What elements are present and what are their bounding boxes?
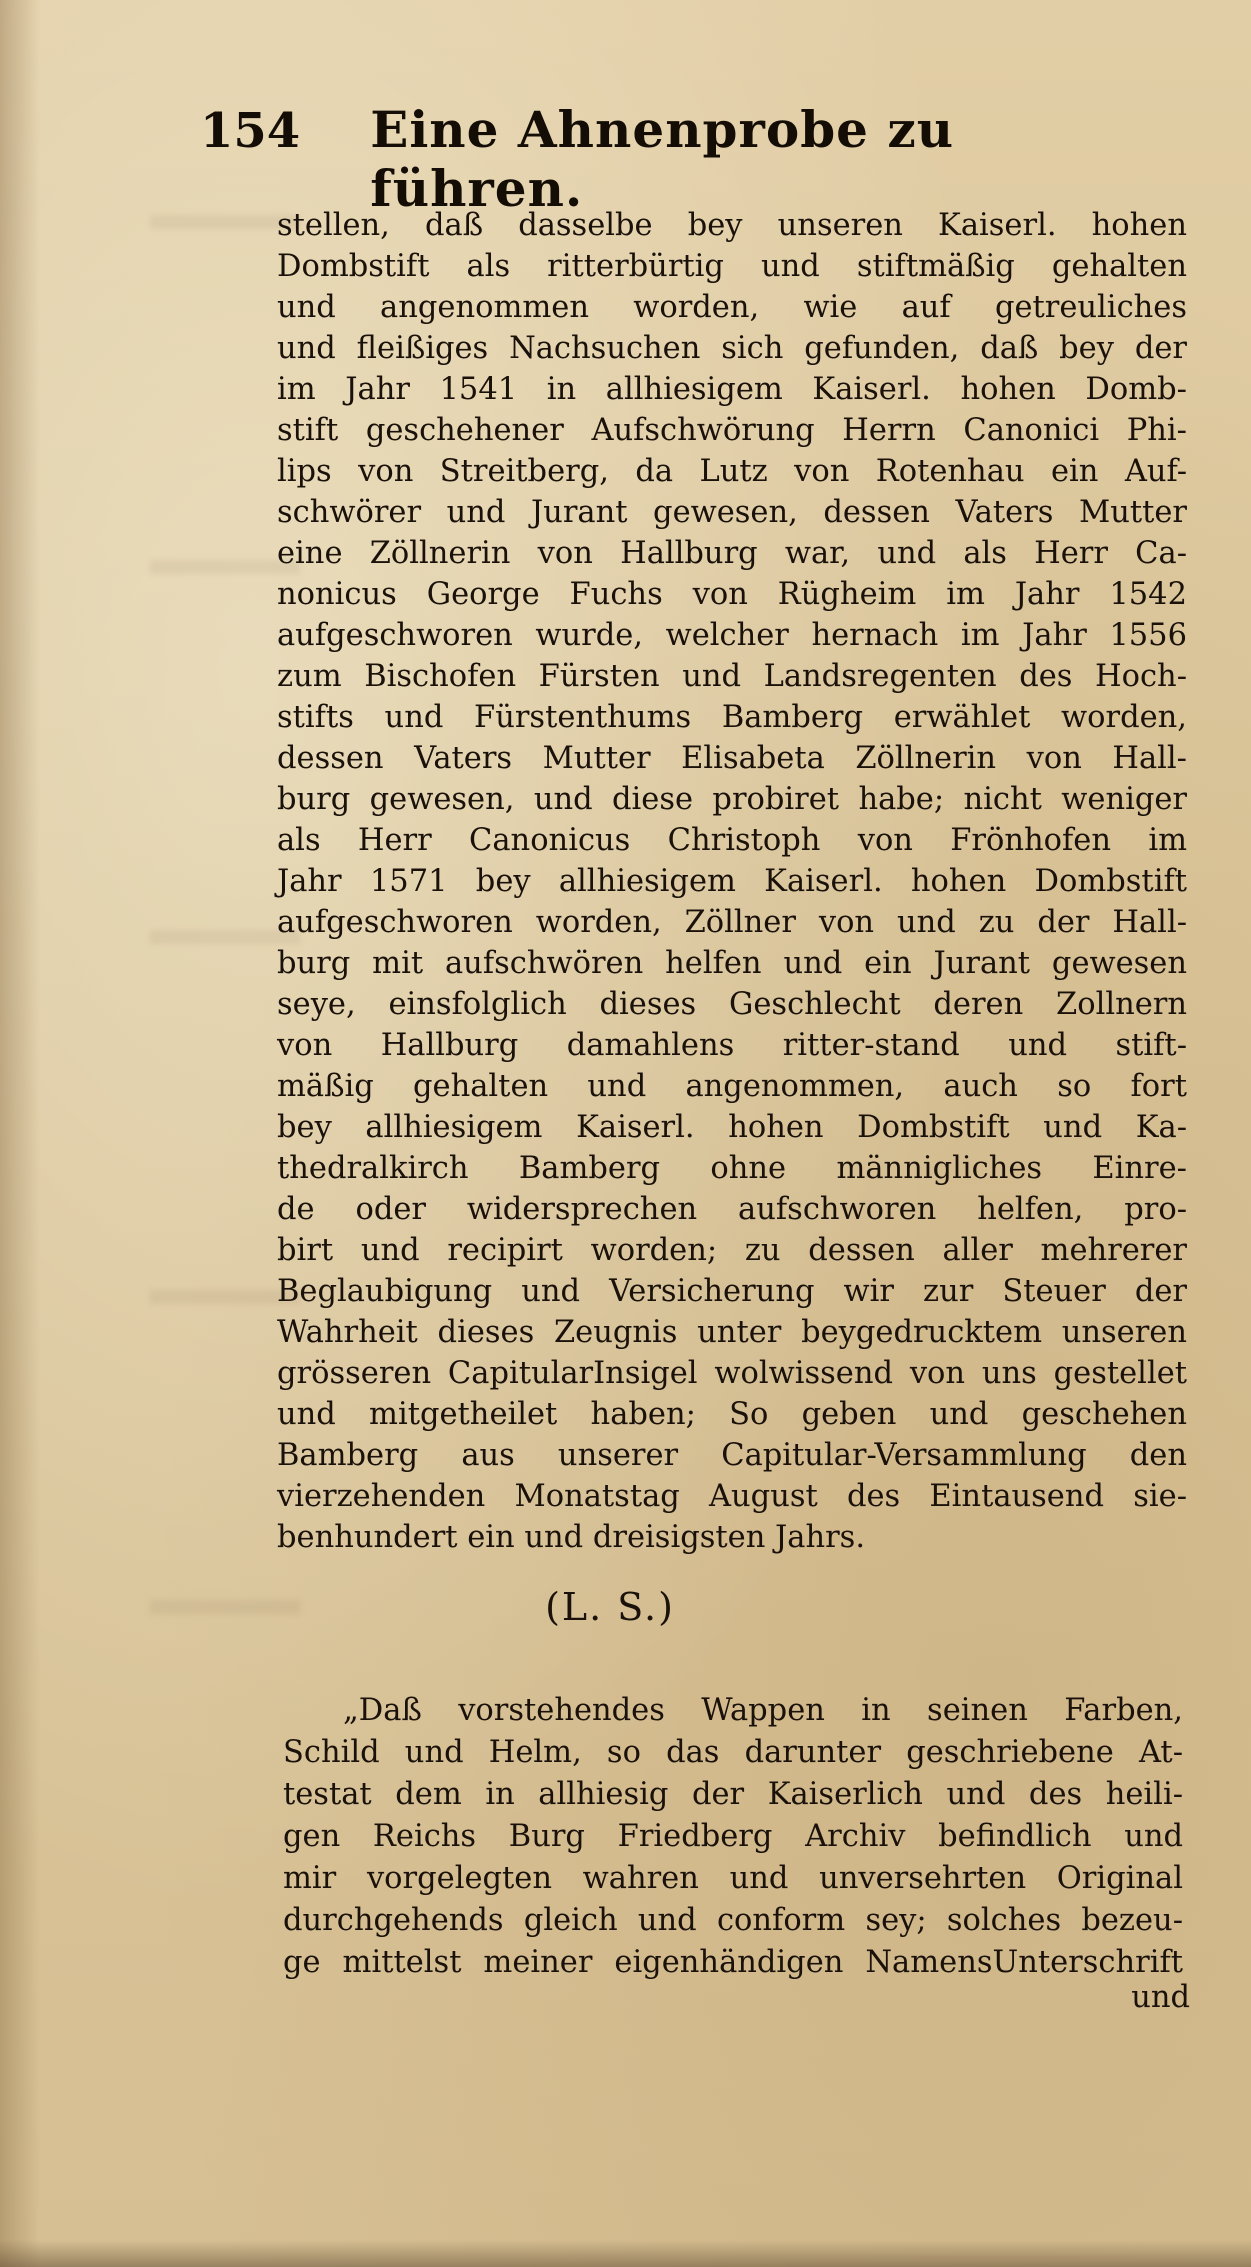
text-line: Bamberg aus unserer Capitular-Versammlung den bbox=[277, 1438, 1187, 1473]
text-line: Wahrheit dieses Zeugnis unter beygedrucktem unseren bbox=[277, 1315, 1187, 1350]
text-line: seye, einsfolglich dieses Geschlecht deren Zollnern bbox=[277, 987, 1187, 1022]
main-text-block bbox=[277, 205, 1187, 1558]
text-line: durchgehends gleich und conform sey; solches bezeu- bbox=[283, 1903, 1183, 1938]
text-line: aufgeschworen wurde, welcher hernach im Jahr 1556 bbox=[277, 618, 1187, 653]
text-line: stifts und Fürstenthums Bamberg erwählet worden, bbox=[277, 700, 1187, 735]
text-line: aufgeschworen worden, Zöllner von und zu der Hall- bbox=[277, 905, 1187, 940]
text-line: grösseren CapitularInsigel wolwissend von uns gestellet bbox=[277, 1356, 1187, 1391]
page-header bbox=[200, 100, 1000, 218]
text-line: und fleißiges Nachsuchen sich gefunden, daß bey der bbox=[277, 331, 1187, 366]
text-line: im Jahr 1541 in allhiesigem Kaiserl. hohen Domb- bbox=[277, 372, 1187, 407]
text-line: lips von Streitberg, da Lutz von Rotenhau ein Auf- bbox=[277, 454, 1187, 489]
text-line: Schild und Helm, so das darunter geschriebene At- bbox=[283, 1735, 1183, 1770]
text-line: stift geschehener Aufschwörung Herrn Canonici Phi- bbox=[277, 413, 1187, 448]
text-line: und mitgetheilet haben; So geben und geschehen bbox=[277, 1397, 1187, 1432]
text-line: Jahr 1571 bey allhiesigem Kaiserl. hohen Dombstift bbox=[277, 864, 1187, 899]
text-line: nonicus George Fuchs von Rügheim im Jahr 1542 bbox=[277, 577, 1187, 612]
text-line: „Daß vorstehendes Wappen in seinen Farben, bbox=[343, 1693, 1183, 1728]
text-line: gen Reichs Burg Friedberg Archiv befindlich und bbox=[283, 1819, 1183, 1854]
text-line: von Hallburg damahlens ritter-stand und stift- bbox=[277, 1028, 1187, 1063]
text-line: burg mit aufschwören helfen und ein Jurant gewesen bbox=[277, 946, 1187, 981]
text-line: eine Zöllnerin von Hallburg war, und als Herr Ca- bbox=[277, 536, 1187, 571]
text-line: de oder widersprechen aufschworen helfen, pro- bbox=[277, 1192, 1187, 1227]
text-line: dessen Vaters Mutter Elisabeta Zöllnerin von Hall- bbox=[277, 741, 1187, 776]
spine-shadow bbox=[0, 0, 40, 2267]
text-line: und angenommen worden, wie auf getreuliches bbox=[277, 290, 1187, 325]
page-number: 154 bbox=[200, 103, 301, 159]
text-line: mir vorgelegten wahren und unversehrten Original bbox=[283, 1861, 1183, 1896]
text-line: Beglaubigung und Versicherung wir zur Steuer der bbox=[277, 1274, 1187, 1309]
text-line: mäßig gehalten und angenommen, auch so fort bbox=[277, 1069, 1187, 1104]
page-bottom-edge bbox=[0, 2240, 1251, 2267]
text-line: zum Bischofen Fürsten und Landsregenten des Hoch- bbox=[277, 659, 1187, 694]
text-line: bey allhiesigem Kaiserl. hohen Dombstift und Ka- bbox=[277, 1110, 1187, 1145]
running-title: Eine Ahnenprobe zu führen. bbox=[370, 100, 955, 218]
text-line: Dombstift als ritterbürtig und stiftmäßig gehalten bbox=[277, 249, 1187, 284]
text-line: burg gewesen, und diese probiret habe; nicht weniger bbox=[277, 782, 1187, 817]
bleed-through-mark bbox=[150, 1600, 300, 1614]
text-line: als Herr Canonicus Christoph von Frönhofen im bbox=[277, 823, 1187, 858]
text-line: benhundert ein und dreisigsten Jahrs. bbox=[277, 1520, 866, 1555]
text-line: birt und recipirt worden; zu dessen aller mehrerer bbox=[277, 1233, 1187, 1268]
text-line: schwörer und Jurant gewesen, dessen Vaters Mutter bbox=[277, 495, 1187, 530]
text-line: ge mittelst meiner eigenhändigen NamensUnterschrift bbox=[283, 1945, 1183, 1980]
text-line: vierzehenden Monatstag August des Eintausend sie- bbox=[277, 1479, 1187, 1514]
text-line: stellen, daß dasselbe bey unseren Kaiserl. hohen bbox=[277, 208, 1187, 243]
attestation-text-block bbox=[283, 1690, 1183, 1984]
text-line: thedralkirch Bamberg ohne männigliches Einre- bbox=[277, 1151, 1187, 1186]
catchword: und bbox=[1131, 1980, 1190, 2015]
locus-sigilli: (L. S.) bbox=[545, 1585, 675, 1629]
text-line: testat dem in allhiesig der Kaiserlich und des heili- bbox=[283, 1777, 1183, 1812]
